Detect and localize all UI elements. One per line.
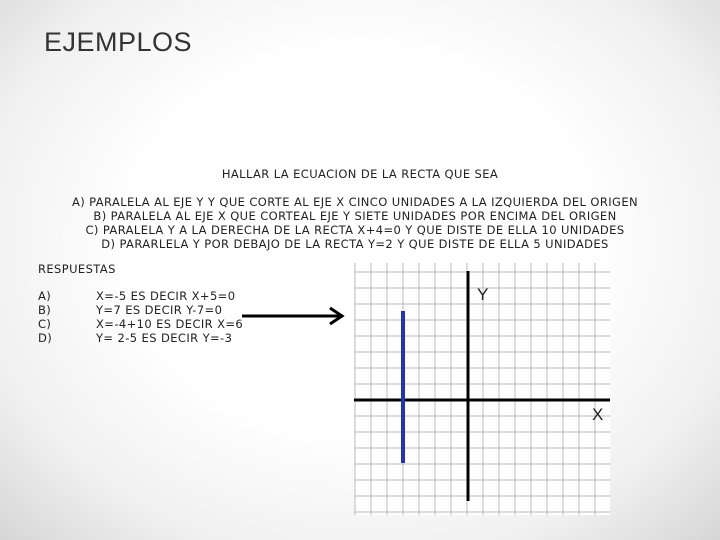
- answer-letter: D): [38, 331, 53, 345]
- answer-text: Y= 2-5 ES DECIR Y=-3: [96, 331, 233, 345]
- arrow-right-icon: [240, 303, 356, 329]
- answer-row-b: [38, 303, 243, 317]
- problem-item-d: D) PARARLELA Y POR DEBAJO DE LA RECTA Y=2 Y QUE DISTE DE ELLA 5 UNIDADES: [101, 237, 609, 251]
- answer-row-d: [38, 331, 243, 345]
- coordinate-grid: [354, 263, 610, 515]
- answer-letter: C): [38, 317, 52, 331]
- answer-text: X=-4+10 ES DECIR X=6: [96, 317, 244, 331]
- problem-item-a: A) PARALELA AL EJE Y Y QUE CORTE AL EJE X CINCO UNIDADES A LA IZQUIERDA DEL ORIGEN: [71, 195, 639, 209]
- answer-row-c: [38, 317, 243, 331]
- problem-statement: HALLAR LA ECUACION DE LA RECTA QUE SEA: [221, 167, 499, 181]
- y-axis-label: Y: [477, 285, 489, 304]
- answer-row-a: [38, 289, 243, 303]
- answers-list: [38, 289, 243, 345]
- problem-item-b: B) PARALELA AL EJE X QUE CORTEAL EJE Y SIETE UNIDADES POR ENCIMA DEL ORIGEN: [93, 209, 617, 223]
- answers-heading: RESPUESTAS: [38, 262, 116, 276]
- x-axis-label: X: [592, 405, 604, 424]
- slide-title: EJEMPLOS: [44, 27, 193, 57]
- problem-item-c: C) PARALELA Y A LA DERECHA DE LA RECTA X+4=0 Y QUE DISTE DE ELLA 10 UNIDADES: [85, 223, 625, 237]
- problem-items: [0, 195, 710, 251]
- answer-text: Y=7 ES DECIR Y-7=0: [96, 303, 223, 317]
- answer-text: X=-5 ES DECIR X+5=0: [96, 289, 236, 303]
- answer-letter: A): [38, 289, 52, 303]
- answer-letter: B): [38, 303, 52, 317]
